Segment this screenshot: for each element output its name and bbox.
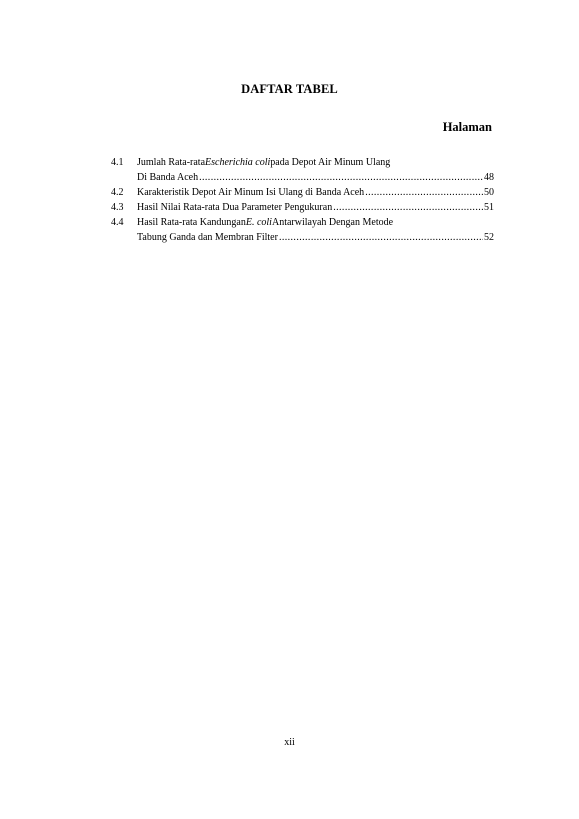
entry-title-line	[137, 215, 494, 230]
entry-title-line	[137, 230, 494, 245]
page-title: DAFTAR TABEL	[241, 82, 338, 96]
dot-leader	[199, 170, 483, 185]
entry-body	[137, 185, 494, 200]
entry-body	[137, 155, 494, 185]
entry-body	[137, 215, 494, 245]
entry-title-italic: Escherichia coli	[205, 157, 271, 168]
list-item[interactable]	[111, 200, 494, 215]
entry-title-part: Antarwilayah Dengan Metode	[271, 217, 394, 228]
entry-page-number: 48	[484, 172, 494, 183]
entry-title: Hasil Nilai Rata-rata Dua Parameter Pengukuran	[137, 202, 333, 213]
entry-title: Karakteristik Depot Air Minum Isi Ulang di Banda Aceh	[137, 187, 365, 198]
entry-number: 4.2	[111, 187, 124, 198]
entry-title-part: Hasil Rata-rata Kandungan	[137, 217, 246, 228]
entry-title-line	[137, 185, 494, 200]
entry-page-number: 51	[484, 202, 494, 213]
entry-title-line	[137, 170, 494, 185]
entry-title-part: Jumlah Rata-rata	[137, 157, 206, 168]
dot-leader	[365, 185, 483, 200]
entry-number: 4.3	[111, 202, 124, 213]
entry-title-italic: E. coli	[245, 217, 272, 228]
entry-title-continuation: Di Banda Aceh	[137, 172, 199, 183]
dot-leader	[333, 200, 483, 215]
table-list	[111, 155, 494, 245]
entry-page-number: 50	[484, 187, 494, 198]
entry-body	[137, 200, 494, 215]
dot-leader	[279, 230, 483, 245]
page-number: xii	[284, 737, 295, 748]
entry-number: 4.1	[111, 157, 124, 168]
list-item[interactable]	[111, 185, 494, 200]
entry-title-line	[137, 155, 494, 170]
entry-title-continuation: Tabung Ganda dan Membran Filter	[137, 232, 278, 243]
page-column-header: Halaman	[442, 120, 492, 134]
list-item[interactable]	[111, 155, 494, 185]
entry-number: 4.4	[111, 217, 124, 228]
list-item[interactable]	[111, 215, 494, 245]
entry-page-number: 52	[484, 232, 494, 243]
entry-title-line	[137, 200, 494, 215]
entry-title-part: pada Depot Air Minum Ulang	[270, 157, 391, 168]
